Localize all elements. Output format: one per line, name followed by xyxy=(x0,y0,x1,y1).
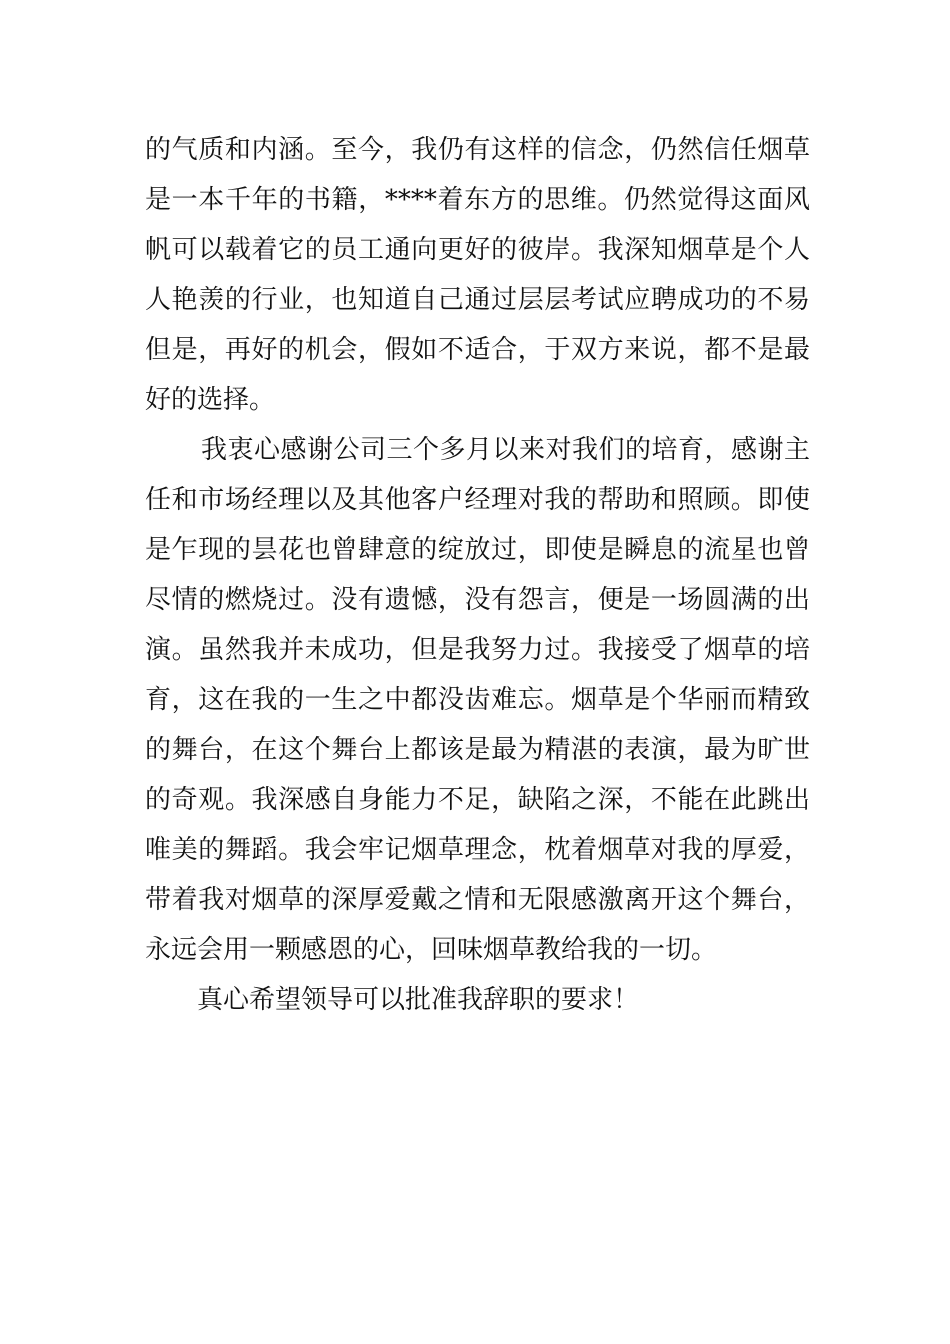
document-body xyxy=(145,125,810,1025)
text-line: 是一本千年的书籍，****着东方的思维。仍然觉得这面风 xyxy=(145,185,810,215)
text-line: 但是，再好的机会，假如不适合，于双方来说，都不是最 xyxy=(145,335,810,365)
text-line: 演。虽然我并未成功，但是我努力过。我接受了烟草的培 xyxy=(145,635,810,665)
text-line: 任和市场经理以及其他客户经理对我的帮助和照顾。即使 xyxy=(145,485,810,515)
text-line: 我衷心感谢公司三个多月以来对我们的培育，感谢主 xyxy=(201,435,810,465)
text-line: 好的选择。 xyxy=(145,385,276,415)
text-line: 的舞台，在这个舞台上都该是最为精湛的表演，最为旷世 xyxy=(145,735,810,765)
paragraph-3 xyxy=(145,975,810,1025)
text-line: 人艳羡的行业，也知道自己通过层层考试应聘成功的不易 xyxy=(145,285,810,315)
text-line: 帆可以载着它的员工通向更好的彼岸。我深知烟草是个人 xyxy=(145,235,810,265)
paragraph-1 xyxy=(145,125,810,425)
paragraph-2 xyxy=(145,425,810,975)
text-line: 的奇观。我深感自身能力不足，缺陷之深，不能在此跳出 xyxy=(145,785,810,815)
text-line: 唯美的舞蹈。我会牢记烟草理念，枕着烟草对我的厚爱， xyxy=(145,835,810,865)
text-line: 永远会用一颗感恩的心，回味烟草教给我的一切。 xyxy=(145,935,718,965)
text-line: 的气质和内涵。至今，我仍有这样的信念，仍然信任烟草 xyxy=(145,135,810,165)
text-line: 育，这在我的一生之中都没齿难忘。烟草是个华丽而精致 xyxy=(145,685,810,715)
text-line: 尽情的燃烧过。没有遗憾，没有怨言，便是一场圆满的出 xyxy=(145,585,810,615)
text-line: 真心希望领导可以批准我辞职的要求！ xyxy=(197,985,640,1015)
text-line: 是乍现的昙花也曾肆意的绽放过，即使是瞬息的流星也曾 xyxy=(145,535,810,565)
text-line: 带着我对烟草的深厚爱戴之情和无限感激离开这个舞台， xyxy=(145,885,810,915)
